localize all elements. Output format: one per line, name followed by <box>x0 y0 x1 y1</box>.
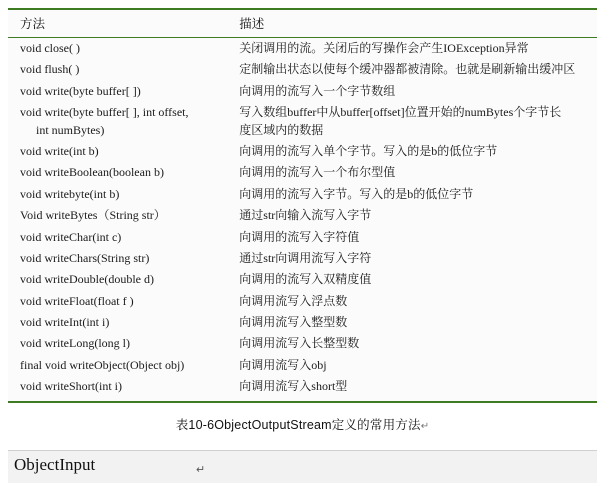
cell-description: 通过str向输入流写入字节 <box>239 208 372 223</box>
section-heading: ObjectInput <box>14 455 96 474</box>
cell-method: void writeBoolean(boolean b) <box>20 165 164 180</box>
table-row <box>8 59 597 80</box>
cell-method: void writeChars(String str) <box>20 250 150 265</box>
cell-description: 向调用的流写入一个布尔型值 <box>239 165 396 180</box>
column-header-description: 描述 <box>229 9 597 38</box>
table-row <box>8 269 597 290</box>
paragraph-mark: ↵ <box>196 464 206 476</box>
cell-description <box>229 102 597 141</box>
cell-description: 向调用流写入obj <box>239 357 327 372</box>
cell-description: 向调用流写入浮点数 <box>239 293 348 308</box>
cell-method: void writebyte(int b) <box>20 186 120 201</box>
table-row <box>8 312 597 333</box>
cell-description: 定制输出状态以使每个缓冲器都被清除。也就是刷新输出缓冲区 <box>239 62 576 77</box>
table-row <box>8 38 597 60</box>
cell-method: Void writeBytes（String str） <box>20 208 166 223</box>
cell-method <box>8 102 229 141</box>
table-caption-text: 表10-6ObjectOutputStream定义的常用方法 <box>175 418 421 432</box>
cell-description: 向调用的流写入双精度值 <box>239 272 372 287</box>
table-row <box>8 205 597 226</box>
cell-method: final void writeObject(Object obj) <box>20 357 185 372</box>
table-row <box>8 162 597 183</box>
cell-method: void writeInt(int i) <box>20 315 110 330</box>
table-row <box>8 141 597 162</box>
cell-method: void writeDouble(double d) <box>20 272 154 287</box>
cell-method-line2: int numBytes) <box>36 122 105 137</box>
column-header-method: 方法 <box>8 9 229 38</box>
cell-method: void writeLong(long l) <box>20 336 130 351</box>
table-header-row <box>8 9 597 38</box>
cell-description: 向调用流写入整型数 <box>239 315 348 330</box>
cell-description: 向调用的流写入字符值 <box>239 229 360 244</box>
table-row <box>8 376 597 401</box>
section-heading-block <box>8 450 597 483</box>
methods-table <box>8 8 597 403</box>
cell-method: void writeFloat(float f ) <box>20 293 134 308</box>
paragraph-mark: ↵ <box>420 421 430 432</box>
cell-method: void writeChar(int c) <box>20 229 122 244</box>
table-row <box>8 227 597 248</box>
cell-method: void writeShort(int i) <box>8 376 229 401</box>
cell-method: void write(int b) <box>20 143 99 158</box>
cell-method: void flush( ) <box>20 62 80 77</box>
cell-description-line2: 度区域内的数据 <box>239 122 324 137</box>
cell-description: 通过str向调用流写入字符 <box>239 250 372 265</box>
cell-description: 向调用的流写入一个字节数组 <box>239 83 396 98</box>
table-row <box>8 184 597 205</box>
cell-description: 关闭调用的流。关闭后的写操作会产生IOException异常 <box>239 41 529 55</box>
table-row <box>8 355 597 376</box>
table-row <box>8 102 597 141</box>
table-caption <box>0 415 605 433</box>
table-row <box>8 81 597 102</box>
table-row <box>8 333 597 354</box>
cell-method-line1: void write(byte buffer[ ], int offset, <box>20 105 189 120</box>
cell-description: 向调用的流写入字节。写入的是b的低位字节 <box>239 186 474 201</box>
table-row <box>8 248 597 269</box>
cell-method: void close( ) <box>20 41 80 55</box>
cell-description: 向调用流写入short型 <box>229 376 597 401</box>
table-row <box>8 291 597 312</box>
cell-description: 向调用的流写入单个字节。写入的是b的低位字节 <box>239 143 498 158</box>
cell-description: 向调用流写入长整型数 <box>239 336 360 351</box>
cell-description-line1: 写入数组buffer中从buffer[offset]位置开始的numBytes个字节长 <box>239 105 562 120</box>
cell-method: void write(byte buffer[ ]) <box>20 83 141 98</box>
